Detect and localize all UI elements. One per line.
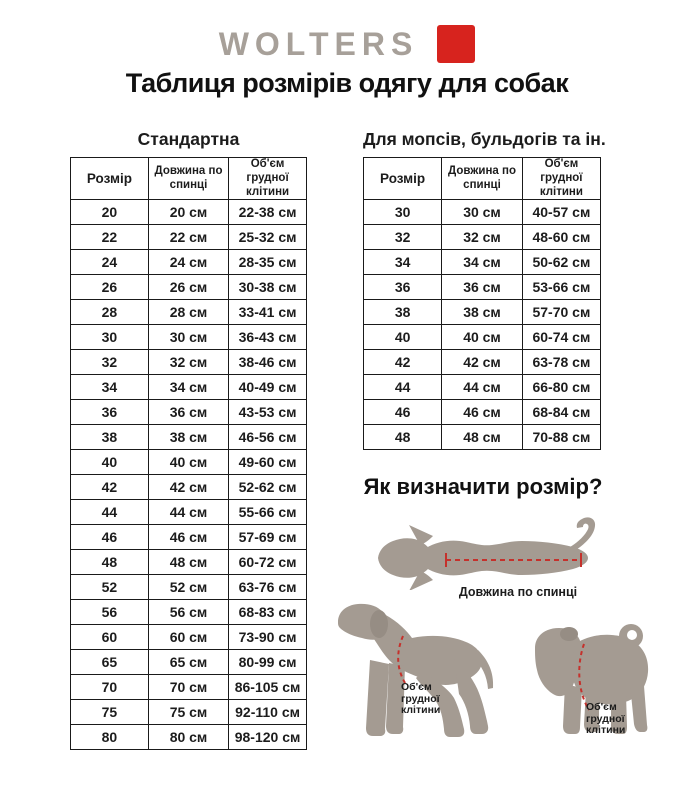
table-cell: 75 см bbox=[148, 700, 228, 725]
brand-red-square-icon bbox=[437, 25, 475, 63]
table-cell: 40 bbox=[71, 450, 149, 475]
table-row bbox=[364, 425, 601, 450]
table-cell: 49-60 см bbox=[229, 450, 307, 475]
table-header-row bbox=[364, 158, 601, 200]
table-cell: 48 bbox=[364, 425, 442, 450]
table-cell: 20 см bbox=[148, 200, 228, 225]
table-cell: 34 bbox=[364, 250, 442, 275]
brand-name: WOLTERS bbox=[218, 26, 419, 62]
table-row bbox=[364, 375, 601, 400]
dog-side-view-silhouette bbox=[336, 600, 494, 742]
table-cell: 32 bbox=[364, 225, 442, 250]
table-cell: 28 bbox=[71, 300, 149, 325]
table-cell: 56 см bbox=[148, 600, 228, 625]
table-cell: 24 bbox=[71, 250, 149, 275]
column-header: Довжина по спинці bbox=[148, 158, 228, 200]
table-row bbox=[71, 200, 307, 225]
table-cell: 65 см bbox=[148, 650, 228, 675]
bulldog-tail-curl bbox=[627, 630, 637, 640]
table-row bbox=[364, 400, 601, 425]
table-cell: 30 см bbox=[442, 200, 523, 225]
table-cell: 44 см bbox=[442, 375, 523, 400]
table-cell: 70-88 см bbox=[522, 425, 600, 450]
table-cell: 20 bbox=[71, 200, 149, 225]
table-cell: 48-60 см bbox=[522, 225, 600, 250]
table-cell: 40 см bbox=[442, 325, 523, 350]
table-row bbox=[71, 250, 307, 275]
table-cell: 26 bbox=[71, 275, 149, 300]
table-cell: 32 см bbox=[148, 350, 228, 375]
table-cell: 46 см bbox=[442, 400, 523, 425]
table-cell: 70 bbox=[71, 675, 149, 700]
table-cell: 46 bbox=[364, 400, 442, 425]
table-row bbox=[71, 400, 307, 425]
brand-logo bbox=[0, 24, 694, 64]
table-row bbox=[71, 300, 307, 325]
table-cell: 63-78 см bbox=[522, 350, 600, 375]
table-cell: 86-105 см bbox=[229, 675, 307, 700]
table-cell: 42 см bbox=[442, 350, 523, 375]
table-cell: 48 см bbox=[442, 425, 523, 450]
table-cell: 34 см bbox=[442, 250, 523, 275]
table-cell: 52 см bbox=[148, 575, 228, 600]
table-cell: 26 см bbox=[148, 275, 228, 300]
table-cell: 80-99 см bbox=[229, 650, 307, 675]
table-cell: 34 см bbox=[148, 375, 228, 400]
table-cell: 55-66 см bbox=[229, 500, 307, 525]
pug-bulldog-size-table bbox=[363, 157, 601, 450]
table-cell: 40-49 см bbox=[229, 375, 307, 400]
table-cell: 38 bbox=[364, 300, 442, 325]
pug-bulldog-sizes-section bbox=[363, 128, 606, 450]
table-row bbox=[71, 275, 307, 300]
table-cell: 38 bbox=[71, 425, 149, 450]
table-cell: 30 см bbox=[148, 325, 228, 350]
back-length-label: Довжина по спинці bbox=[458, 585, 578, 599]
table-cell: 60-72 см bbox=[229, 550, 307, 575]
table-cell: 30 bbox=[71, 325, 149, 350]
table-row bbox=[364, 275, 601, 300]
table-cell: 38-46 см bbox=[229, 350, 307, 375]
table-cell: 52 bbox=[71, 575, 149, 600]
table-row bbox=[71, 225, 307, 250]
table-row bbox=[71, 725, 307, 750]
table-cell: 60 см bbox=[148, 625, 228, 650]
table-header-row bbox=[71, 158, 307, 200]
table-cell: 30-38 см bbox=[229, 275, 307, 300]
table-cell: 46 см bbox=[148, 525, 228, 550]
table-cell: 36 bbox=[364, 275, 442, 300]
table-row bbox=[71, 325, 307, 350]
table-cell: 25-32 см bbox=[229, 225, 307, 250]
table-cell: 36 bbox=[71, 400, 149, 425]
table-cell: 36 см bbox=[148, 400, 228, 425]
table-cell: 68-83 см bbox=[229, 600, 307, 625]
table-cell: 80 bbox=[71, 725, 149, 750]
table-row bbox=[71, 575, 307, 600]
page-title: Таблиця розмірів одягу для собак bbox=[125, 68, 569, 98]
standard-size-table bbox=[70, 157, 307, 750]
table-cell: 50-62 см bbox=[522, 250, 600, 275]
table-cell: 68-84 см bbox=[522, 400, 600, 425]
table-cell: 38 см bbox=[442, 300, 523, 325]
table-row bbox=[71, 450, 307, 475]
table-cell: 48 см bbox=[148, 550, 228, 575]
table-cell: 44 bbox=[364, 375, 442, 400]
standard-table-title: Стандартна bbox=[137, 129, 240, 149]
table-row bbox=[364, 225, 601, 250]
chest-volume-label: Об'єм грудної клітини bbox=[586, 701, 626, 736]
table-cell: 44 см bbox=[148, 500, 228, 525]
table-cell: 60-74 см bbox=[522, 325, 600, 350]
table-row bbox=[71, 600, 307, 625]
table-cell: 65 bbox=[71, 650, 149, 675]
table-cell: 42 bbox=[71, 475, 149, 500]
table-row bbox=[71, 650, 307, 675]
standard-sizes-section bbox=[70, 128, 307, 750]
table-cell: 36-43 см bbox=[229, 325, 307, 350]
table-row bbox=[71, 475, 307, 500]
column-header: Розмір bbox=[71, 158, 149, 200]
table-cell: 63-76 см bbox=[229, 575, 307, 600]
table-row bbox=[364, 350, 601, 375]
table-cell: 57-70 см bbox=[522, 300, 600, 325]
table-cell: 32 bbox=[71, 350, 149, 375]
pug-bulldog-table-title: Для мопсів, бульдогів та ін. bbox=[363, 129, 606, 149]
column-header: Об'єм грудної клітини bbox=[522, 158, 600, 200]
table-row bbox=[71, 550, 307, 575]
table-row bbox=[71, 375, 307, 400]
table-cell: 80 см bbox=[148, 725, 228, 750]
table-cell: 40 см bbox=[148, 450, 228, 475]
table-cell: 46 bbox=[71, 525, 149, 550]
table-row bbox=[364, 200, 601, 225]
table-row bbox=[364, 300, 601, 325]
table-cell: 53-66 см bbox=[522, 275, 600, 300]
table-cell: 60 bbox=[71, 625, 149, 650]
table-cell: 33-41 см bbox=[229, 300, 307, 325]
table-cell: 52-62 см bbox=[229, 475, 307, 500]
column-header: Розмір bbox=[364, 158, 442, 200]
table-cell: 98-120 см bbox=[229, 725, 307, 750]
table-cell: 66-80 см bbox=[522, 375, 600, 400]
table-cell: 92-110 см bbox=[229, 700, 307, 725]
table-row bbox=[71, 425, 307, 450]
table-cell: 73-90 см bbox=[229, 625, 307, 650]
table-row bbox=[364, 325, 601, 350]
table-cell: 56 bbox=[71, 600, 149, 625]
table-cell: 44 bbox=[71, 500, 149, 525]
column-header: Об'єм грудної клітини bbox=[229, 158, 307, 200]
table-cell: 22 bbox=[71, 225, 149, 250]
table-cell: 42 bbox=[364, 350, 442, 375]
dog-ear bbox=[370, 610, 388, 638]
table-cell: 75 bbox=[71, 700, 149, 725]
table-cell: 34 bbox=[71, 375, 149, 400]
table-cell: 43-53 см bbox=[229, 400, 307, 425]
table-cell: 28 см bbox=[148, 300, 228, 325]
table-cell: 28-35 см bbox=[229, 250, 307, 275]
how-to-measure-title: Як визначити розмір? bbox=[363, 474, 603, 499]
table-row bbox=[364, 250, 601, 275]
bulldog-ear bbox=[560, 627, 578, 641]
table-row bbox=[71, 350, 307, 375]
table-cell: 40 bbox=[364, 325, 442, 350]
table-cell: 46-56 см bbox=[229, 425, 307, 450]
column-header: Довжина по спинці bbox=[442, 158, 523, 200]
table-cell: 70 см bbox=[148, 675, 228, 700]
table-cell: 48 bbox=[71, 550, 149, 575]
table-row bbox=[71, 700, 307, 725]
table-cell: 30 bbox=[364, 200, 442, 225]
table-cell: 36 см bbox=[442, 275, 523, 300]
table-row bbox=[71, 500, 307, 525]
table-row bbox=[71, 525, 307, 550]
chest-volume-label: Об'єм грудної клітини bbox=[401, 681, 441, 716]
table-cell: 57-69 см bbox=[229, 525, 307, 550]
table-cell: 38 см bbox=[148, 425, 228, 450]
table-cell: 40-57 см bbox=[522, 200, 600, 225]
table-cell: 32 см bbox=[442, 225, 523, 250]
table-cell: 22 см bbox=[148, 225, 228, 250]
table-cell: 42 см bbox=[148, 475, 228, 500]
table-cell: 24 см bbox=[148, 250, 228, 275]
table-row bbox=[71, 675, 307, 700]
table-row bbox=[71, 625, 307, 650]
dog-top-view-silhouette bbox=[376, 514, 612, 590]
table-cell: 22-38 см bbox=[229, 200, 307, 225]
